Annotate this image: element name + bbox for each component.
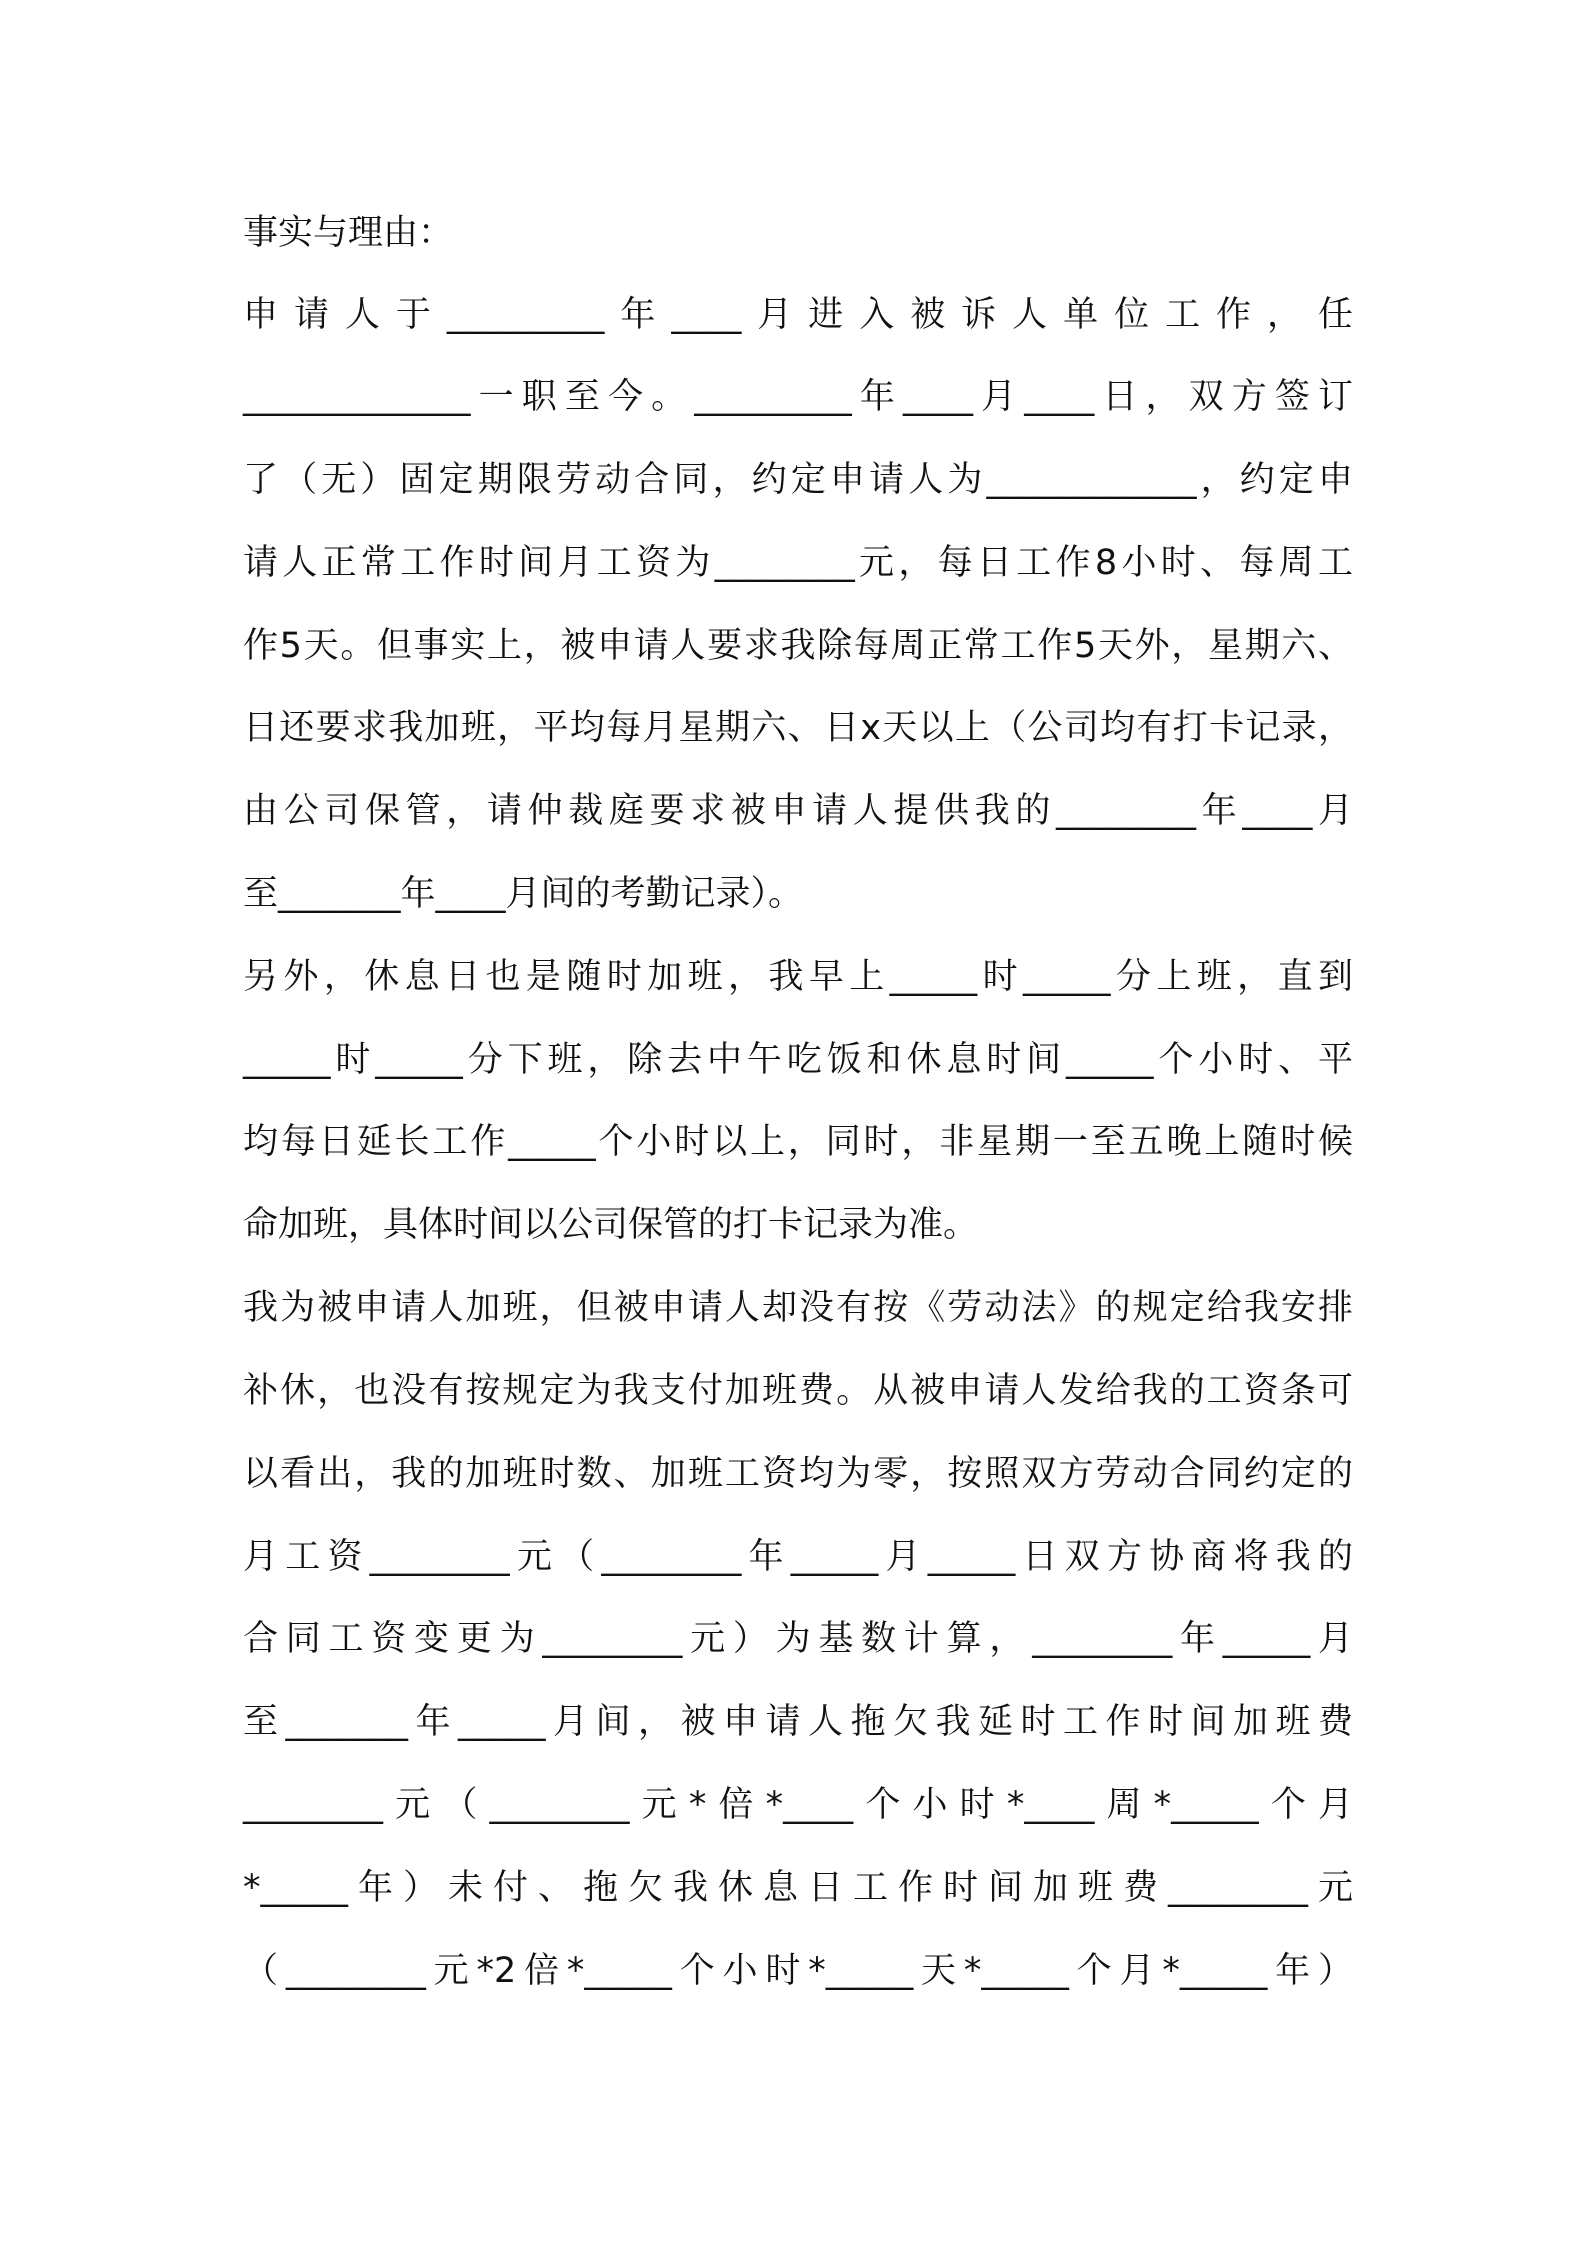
- text-line: 我为被申请人加班，但被申请人却没有按《劳动法》的规定给我安排: [243, 1288, 1353, 1328]
- text-line: 月工资________元（________年_____月_____日双方协商将我的: [243, 1537, 1353, 1577]
- text-line: 请人正常工作时间月工资为________元，每日工作8小时、每周工: [243, 543, 1353, 583]
- text-line: 了（无）固定期限劳动合同，约定申请人为____________，约定申: [243, 460, 1353, 500]
- text-line: 另外，休息日也是随时加班，我早上_____时_____分上班，直到: [243, 957, 1353, 997]
- text-line: 至_______年____月间的考勤记录）。: [243, 874, 804, 914]
- text-line: *_____年）未付、拖欠我休息日工作时间加班费________元: [243, 1868, 1353, 1908]
- text-line: 由公司保管，请仲裁庭要求被申请人提供我的________年____月: [243, 791, 1353, 831]
- section-heading: 事实与理由：: [243, 213, 454, 253]
- text-line: ________元（________元*倍*____个小时*____周*_____个月: [243, 1785, 1353, 1825]
- text-line: _____时_____分下班，除去中午吃饭和休息时间_____个小时、平: [243, 1040, 1353, 1080]
- text-line: _____________一职至今。_________年____月____日，双方签订: [243, 377, 1353, 417]
- text-line: 补休，也没有按规定为我支付加班费。从被申请人发给我的工资条可: [243, 1371, 1353, 1411]
- text-line: （________元*2倍*_____个小时*_____天*_____个月*_____年）: [243, 1951, 1353, 1991]
- text-line: 合同工资变更为________元）为基数计算，________年_____月: [243, 1619, 1353, 1659]
- text-line: 申请人于_________年____月进入被诉人单位工作，任: [243, 295, 1353, 335]
- text-line: 以看出，我的加班时数、加班工资均为零，按照双方劳动合同约定的: [243, 1454, 1353, 1494]
- text-line: 日还要求我加班，平均每月星期六、日x天以上（公司均有打卡记录，: [243, 708, 1353, 748]
- text-line: 作5天。但事实上，被申请人要求我除每周正常工作5天外，星期六、: [243, 626, 1353, 666]
- text-line: 均每日延长工作_____个小时以上，同时，非星期一至五晚上随时候: [243, 1122, 1353, 1162]
- text-line: 至_______年_____月间，被申请人拖欠我延时工作时间加班费: [243, 1702, 1353, 1742]
- text-line: 命加班，具体时间以公司保管的打卡记录为准。: [243, 1205, 979, 1245]
